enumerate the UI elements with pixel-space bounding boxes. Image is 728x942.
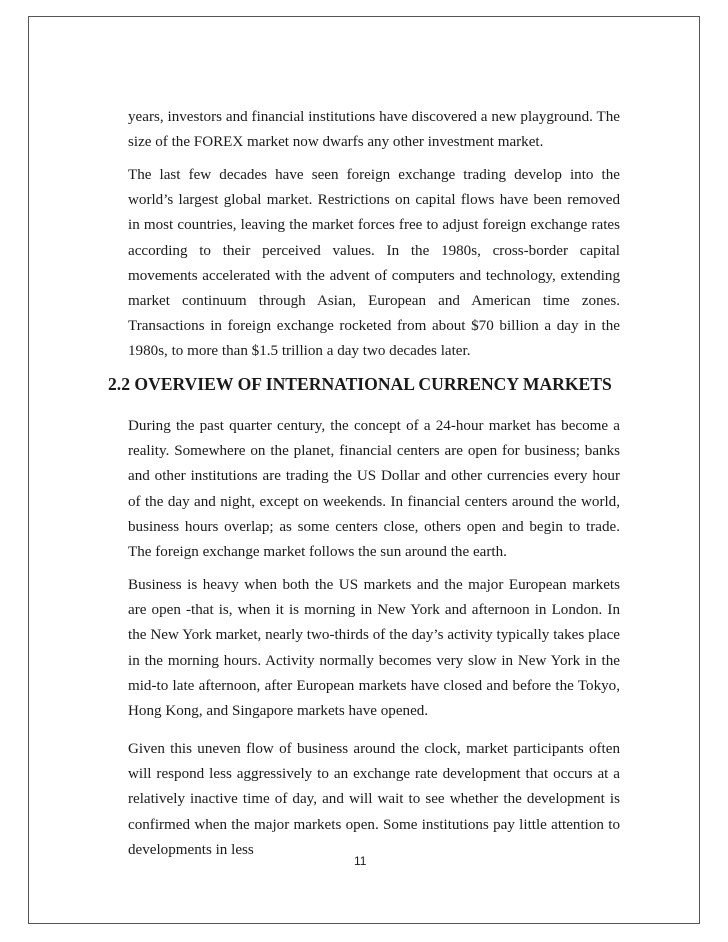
page-number: 11	[354, 854, 367, 868]
paragraph-business-hours: Business is heavy when both the US markets and the major European markets are open -that is, when it is morning in New York and afternoon in London. In the New York market, nearly two-thirds of the day’s activity typically takes place in the morning hours. Activity normally becomes very slow in New York in the mid-to late afternoon, after European markets have closed and before the Tokyo, Hong Kong, and Singapore markets have opened.	[128, 577, 620, 720]
section-heading: 2.2 OVERVIEW OF INTERNATIONAL CURRENCY MARKETS	[108, 374, 612, 394]
paragraph-uneven-flow: Given this uneven flow of business around the clock, market participants often will respond less aggressively to an exchange rate development that occurs at a relatively inactive time of day, and will wait to see whether the development is confirmed when the major markets open. Some institutions pay little attention to developments in less	[128, 741, 620, 858]
paragraph-24-hour-market: During the past quarter century, the concept of a 24-hour market has become a reality. Somewhere on the planet, financial centers are open for business; banks and other institutions are trading the US Dollar and other currencies every hour of the day and night, except on weekends. In financial centers around the world, business hours overlap; as some centers close, others open and begin to trade. The foreign exchange market follows the sun around the earth.	[128, 418, 620, 561]
paragraph-global-market: The last few decades have seen foreign exchange trading develop into the world’s largest global market. Restrictions on capital flows have been removed in most countries, leaving the market forces free to adjust foreign exchange rates according to their perceived values. In the 1980s, cross-border capital movements accelerated with the advent of computers and technology, extending market continuum through Asian, European and American time zones. Transactions in foreign exchange rocketed from about $70 billion a day in the 1980s, to more than $1.5 trillion a day two decades later.	[128, 167, 620, 360]
paragraph-forex-intro: years, investors and financial institutions have discovered a new playground. The size of the FOREX market now dwarfs any other investment market.	[128, 109, 620, 151]
